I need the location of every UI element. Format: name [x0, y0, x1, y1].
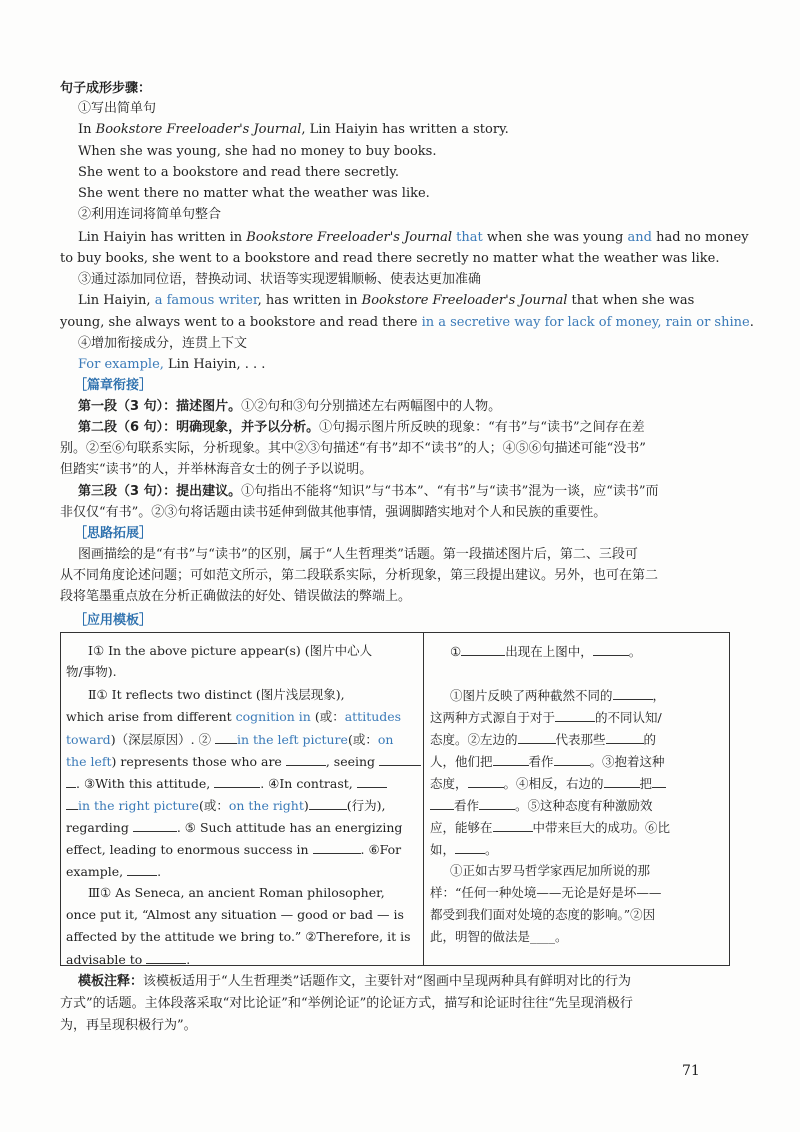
tpl-zh-2-6: 看作 。⑤这种态度有种激励效 — [430, 796, 653, 814]
ideas-line-3: 段将笔墨重点放在分析正确做法的好处、错误做法的弊端上。 — [60, 589, 412, 604]
simple-sentence-3: She went to a bookstore and read there secretly. — [78, 165, 400, 180]
page-number: 71 — [682, 1063, 700, 1079]
tpl-zh-3-4: 此，明智的做法是____。 — [430, 929, 568, 944]
paragraph-3-note-line-1: 第三段（3 句）：提出建议。①句指出不能将“知识”与“书本”、“有书”与“读书”混为一谈，应“读书”而 — [78, 484, 659, 499]
tpl-en-2-4: the left) represents those who are , seeing — [66, 752, 421, 770]
simple-sentence-4: She went there no matter what the weather was like. — [78, 186, 430, 201]
refined-sentence-line-2: young, she always went to a bookstore and read there in a secretive way for lack of money, rain or shine. — [60, 315, 754, 330]
tpl-zh-3-2: 样：“任何一种处境——无论是好是坏—— — [430, 885, 662, 900]
tpl-en-3-4: advisable to . — [66, 952, 191, 967]
tpl-zh-2-2: 这两种方式源自于对于 的不同认知/ — [430, 710, 662, 725]
paragraph-1-note: 第一段（3 句）：描述图片。①②句和③句分别描述左右两幅图中的人物。 — [78, 399, 502, 414]
refined-sentence-line-1: Lin Haiyin, a famous writer, has written in Bookstore Freeloader's Journal that when she was — [78, 293, 695, 308]
tpl-en-3-1: Ⅲ① As Seneca, an ancient Roman philosopher, — [88, 885, 385, 900]
paragraph-2-note-line-2: 别。②至⑥句联系实际，分析现象。其中②③句描述“有书”却不“读书”的人；④⑤⑥句描述可能“没书” — [60, 441, 646, 456]
tpl-en-2-5: . ③With this attitude, . ④In contrast, — [66, 774, 387, 792]
steps-heading: 句子成形步骤： — [60, 81, 152, 96]
tpl-zh-3-1: ①正如古罗马哲学家西尼加所说的那 — [450, 863, 651, 878]
tpl-en-2-6: in the right picture(或：on the right) (行为), — [66, 796, 386, 814]
combined-sentence-line-2: to buy books, she went to a bookstore and read there secretly no matter what the weather was like. — [60, 251, 720, 266]
step-2-label: ②利用连词将简单句整合 — [78, 207, 222, 222]
simple-sentence-1: In Bookstore Freeloader's Journal, Lin Haiyin has written a story. — [78, 122, 509, 137]
tpl-zh-1: ① 出现在上图中， 。 — [450, 644, 642, 659]
section-title-structure: ［篇章衔接］ — [74, 378, 153, 393]
tpl-en-1-2: 物/事物). — [66, 664, 117, 679]
tpl-zh-2-4: 人，他们把 看作 。③抱着这种 — [430, 754, 665, 769]
template-table-divider — [423, 632, 424, 966]
step-4-label: ④增加衔接成分，连贯上下文 — [78, 336, 248, 351]
paragraph-2-note-line-1: 第二段（6 句）：明确现象，并予以分析。①句揭示图片所反映的现象：“有书”与“读书”之间存在差 — [78, 420, 645, 435]
tpl-zh-2-7: 应，能够在 中带来巨大的成功。⑥比 — [430, 820, 671, 835]
step-3-label: ③通过添加同位语，替换动词、状语等实现逻辑顺畅、使表达更加准确 — [78, 272, 482, 287]
tpl-zh-3-3: 都受到我们面对处境的态度的影响。”②因 — [430, 907, 656, 922]
tpl-en-2-9: example, . — [66, 864, 162, 879]
paragraph-2-note-line-3: 但踏实“读书”的人，并举林海音女士的例子予以说明。 — [60, 462, 373, 477]
step-1-label: ①写出简单句 — [78, 101, 157, 116]
tpl-zh-2-8: 如， 。 — [430, 842, 498, 857]
tpl-zh-2-1: ①图片反映了两种截然不同的 ， — [450, 688, 666, 703]
tpl-en-2-7: regarding . ⑤ Such attitude has an energizing — [66, 820, 403, 835]
tpl-en-2-2: which arise from different cognition in (或：attitudes — [66, 709, 402, 724]
tpl-en-2-8: effect, leading to enormous success in . ⑥For — [66, 842, 402, 857]
template-note-line-3: 为，再呈现积极行为”。 — [60, 1018, 197, 1033]
tpl-en-1-1: Ⅰ① In the above picture appear(s) (图片中心人 — [88, 643, 373, 658]
tpl-en-3-3: affected by the attitude we bring to.” ②Therefore, it is — [66, 929, 411, 944]
tpl-en-3-2: once put it, “Almost any situation — good or bad — is — [66, 907, 404, 922]
example-sentence: For example, Lin Haiyin, . . . — [78, 357, 266, 372]
template-note-line-1: 模板注释：该模板适用于“人生哲理类”话题作文，主要针对“图画中呈现两种具有鲜明对比的行为 — [78, 974, 631, 989]
simple-sentence-2: When she was young, she had no money to buy books. — [78, 144, 437, 159]
section-title-ideas: ［思路拓展］ — [74, 526, 153, 541]
tpl-en-2-3: toward)（深层原因）. ② in the left picture(或：on — [66, 732, 394, 747]
template-note-line-2: 方式”的话题。主体段落采取“对比论证”和“举例论证”的论证方式，描写和论证时往往“先呈现消极行 — [60, 996, 633, 1011]
paragraph-3-note-line-2: 非仅仅“有书”。②③句将话题由读书延伸到做其他事情，强调脚踏实地对个人和民族的重要性。 — [60, 505, 607, 520]
ideas-line-2: 从不同角度论述问题；可如范文所示，第二段联系实际，分析现象，第三段提出建议。另外，也可在第二 — [60, 568, 659, 583]
tpl-en-2-1: Ⅱ① It reflects two distinct (图片浅层现象), — [88, 687, 345, 702]
ideas-line-1: 图画描绘的是“有书”与“读书”的区别，属于“人生哲理类”话题。第一段描述图片后，第二、三段可 — [78, 547, 638, 562]
section-title-template: ［应用模板］ — [74, 613, 153, 628]
combined-sentence-line-1: Lin Haiyin has written in Bookstore Freeloader's Journal that when she was young and had no money — [78, 230, 749, 245]
tpl-zh-2-3: 态度。②左边的 代表那些 的 — [430, 732, 657, 747]
tpl-zh-2-5: 态度， 。④相反，右边的 把 — [430, 774, 666, 792]
